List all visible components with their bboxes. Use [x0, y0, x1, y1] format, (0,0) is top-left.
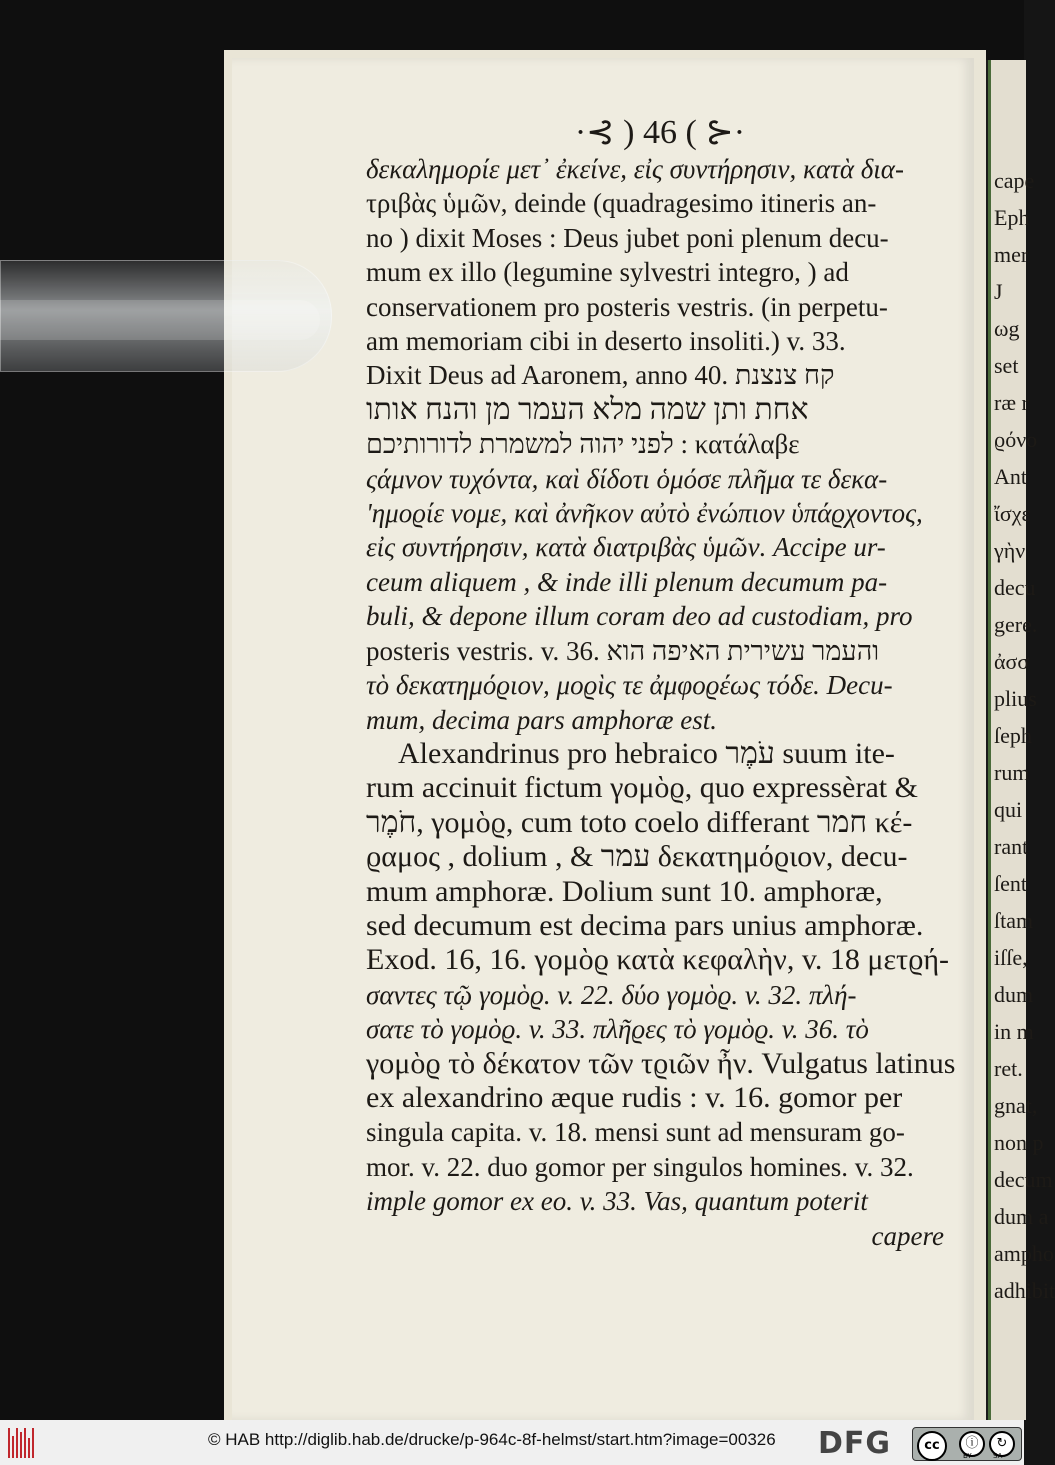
next-page-fragment: ampho — [994, 1241, 1054, 1266]
text-line: rum accinuit fictum γομὸϱ, quo expressèrat & — [366, 771, 918, 805]
text-line: posteris vestris. v. 36. והעמר עשירית האיפה הוא — [366, 635, 880, 666]
next-page-fragment: ret. — [994, 1056, 1023, 1081]
page-body-text — [366, 152, 956, 1253]
text-line: imple gomor ex eo. v. 33. Vas, quantum poterit — [366, 1186, 868, 1217]
next-page-fragment: set — [994, 353, 1019, 378]
next-page-fragment: plius — [994, 686, 1037, 711]
text-line: σαντες τῷ γομὸϱ. v. 22. δύο γομὸϱ. v. 32. πλή- — [366, 979, 857, 1010]
next-page-fragment: gere. — [994, 612, 1038, 637]
text-line: σατε τὸ γομὸϱ. v. 33. πλῆϱες τὸ γομὸϱ. v. 36. τὸ — [366, 1014, 869, 1045]
share-alike-icon: ↻ — [989, 1431, 1015, 1457]
by-label: BY — [963, 1452, 972, 1460]
by-attribution-icon: ⓘ — [959, 1431, 985, 1457]
cc-license-badge[interactable] — [912, 1427, 1022, 1461]
text-line: ex alexandrino æque rudis : v. 16. gomor per — [366, 1080, 903, 1114]
next-page-fragment: dum a — [994, 1204, 1049, 1229]
text-line: no ) dixit Moses : Deus jubet poni plenum decu- — [366, 222, 889, 253]
next-page-fragment: adhibit — [994, 1278, 1055, 1303]
glass-highlight — [0, 300, 320, 340]
catchword: capere — [871, 1220, 944, 1251]
text-line: Exod. 16, 16. γομὸϱ κατὰ κεφαλὴν, v. 18 μετϱή- — [366, 943, 950, 977]
next-page-fragment: Eph — [994, 205, 1030, 230]
next-page-fragment: gnat, — [994, 1093, 1038, 1118]
text-line: ʹημοϱίε νομε, καὶ ἀνῆκον αὐτὸ ἐνώπιον ὑπάϱχοντος, — [366, 498, 923, 529]
next-page-fragment: non p — [994, 1130, 1044, 1155]
cc-icon: cc — [917, 1431, 947, 1461]
next-page-fragment: Ant — [994, 464, 1027, 489]
next-page-fragment: in m — [994, 1019, 1034, 1044]
text-line: חֹמֶר, γομὸϱ, cum toto coelo differant חמר κέ- — [366, 805, 913, 839]
text-line: mor. v. 22. duo gomor per singulos homines. v. 32. — [366, 1151, 914, 1182]
next-page-fragment: rum — [994, 760, 1030, 785]
text-line: Alexandrinus pro hebraico עֹמֶר suum ite- — [398, 736, 895, 770]
text-line: εἰς συντήρησιν, κατὰ διατριβὰς ὑμῶν. Accipe ur- — [366, 532, 886, 563]
viewer-footer — [0, 1420, 1024, 1465]
text-line: ϱαμος , dolium , & עמר δεκατημόϱιον, decu- — [366, 840, 908, 874]
text-line: Dixit Deus ad Aaronem, anno 40. קח צנצנת — [366, 360, 835, 391]
next-page-fragment: ſeph — [994, 723, 1032, 748]
text-line: τὸ δεκατημόϱιον, μοϱὶς τε ἀμφοϱέως τόδε. Decu- — [366, 670, 893, 701]
text-line: ceum aliquem , & inde illi plenum decumum pa- — [366, 566, 888, 597]
page-edge-marker — [988, 60, 991, 1420]
next-page-fragment: ωg — [994, 316, 1020, 341]
page-header: ·⊰ ) 46 ( ⊱· — [574, 114, 746, 151]
text-line: mum ex illo (legumine sylvestri integro, ) ad — [366, 257, 849, 288]
next-page-fragment: dum — [994, 982, 1034, 1007]
text-line: γομὸϱ τὸ δέκατον τῶν τϱιῶν ἦν. Vulgatus latinus — [366, 1046, 956, 1080]
text-line: singula capita. v. 18. mensi sunt ad mensuram go- — [366, 1117, 905, 1148]
text-line: mum amphoræ. Dolium sunt 10. amphoræ, — [366, 874, 883, 908]
text-line: mum, decima pars amphoræ est. — [366, 704, 717, 735]
next-page-strip — [986, 60, 1055, 1420]
next-page-fragment: decum — [994, 1167, 1053, 1192]
hab-barcode-logo — [8, 1428, 36, 1458]
next-page-fragment: mer — [994, 242, 1029, 267]
text-line: ςάμνον τυχόντα, καὶ δίδοτι ὁμόσε πλῆμα τε δεκα- — [366, 463, 888, 494]
text-line: conservationem pro posteris vestris. (in perpetu- — [366, 291, 888, 322]
next-page-fragment: cape — [994, 168, 1035, 193]
next-page-fragment: iſſe, — [994, 945, 1028, 970]
next-page-fragment: ϱόνο — [994, 427, 1038, 452]
sa-label: SA — [993, 1452, 1003, 1460]
text-line: τριβὰς ὑμῶν, deinde (quadragesimo itineris an- — [366, 188, 877, 219]
next-page-fragment: ſent — [994, 871, 1027, 896]
next-page-fragment: ſtam — [994, 908, 1034, 933]
dfg-logo: DFG — [818, 1426, 892, 1461]
copyright-link[interactable]: © HAB http://diglib.hab.de/drucke/p-964c-8f-helmst/start.htm?image=00326 — [208, 1430, 776, 1449]
next-page-fragment: rant — [994, 834, 1029, 859]
next-page-fragment: ræ r — [994, 390, 1029, 415]
next-page-fragment: γὴν — [994, 538, 1026, 563]
text-line: δεκαλημορίε μετ᾽ ἐκείνε, εἰς συντήρησιν, κατὰ δια- — [366, 154, 904, 184]
next-page-fragment: J — [994, 279, 1003, 304]
next-page-fragment: ἀσσ — [994, 649, 1030, 674]
text-line: sed decumum est decima pars unius amphoræ. — [366, 908, 924, 942]
next-page-fragment: qui — [994, 797, 1023, 822]
next-page-fragment: decu — [994, 575, 1036, 600]
text-line: buli, & depone illum coram deo ad custodiam, pro — [366, 601, 913, 632]
next-page-fragment: ἴσχε — [994, 501, 1031, 526]
text-line: לפני יהוה למשמרת לדורותיכם : κατάλαβε — [366, 429, 800, 460]
text-line: am memoriam cibi in deserto insoliti.) v. 33. — [366, 326, 846, 357]
text-line: אחת ותן שמה מלא העמר מן והנח אותו — [366, 392, 809, 426]
